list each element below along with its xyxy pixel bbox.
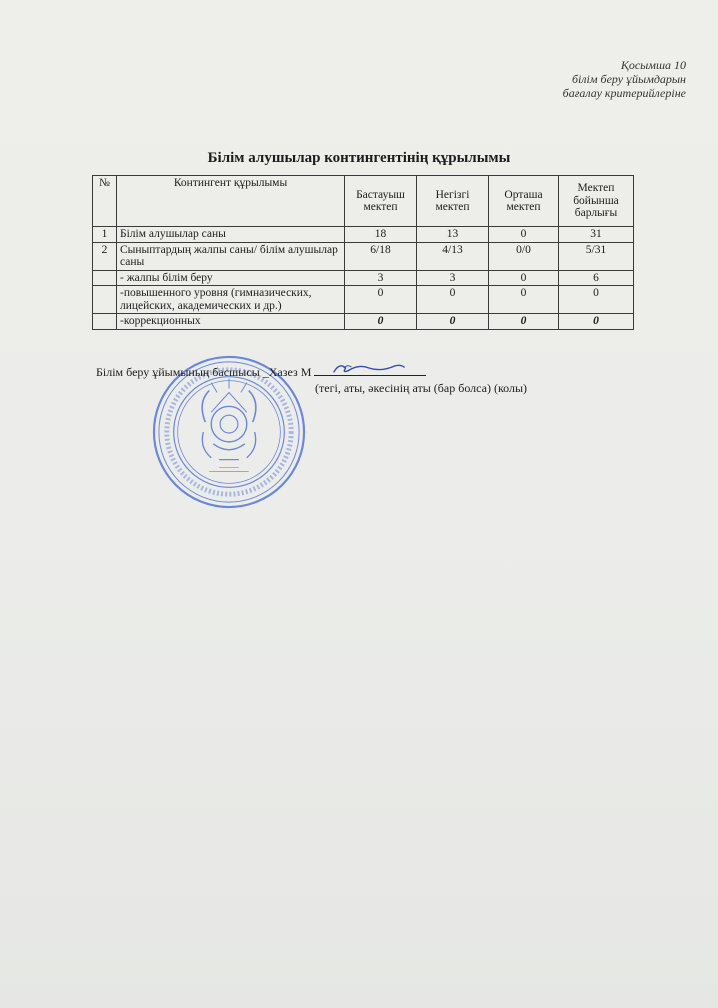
table-row — [93, 270, 634, 286]
annex-note — [563, 58, 686, 100]
row-primary: 3 — [345, 270, 417, 286]
annex-line-2: білім беру ұйымдарын — [571, 72, 686, 86]
header-secondary-school: Орташа мектеп — [489, 176, 559, 227]
row-basic: 3 — [417, 270, 489, 286]
row-total: 31 — [559, 227, 634, 243]
row-total: 0 — [559, 314, 634, 330]
header-number: № — [93, 176, 117, 227]
signature-label: Білім беру ұйымының басшысы — [96, 365, 260, 379]
row-total: 0 — [559, 286, 634, 314]
row-name: - жалпы білім беру — [117, 270, 345, 286]
contingent-table — [92, 175, 634, 330]
table-header-row — [93, 176, 634, 227]
row-secondary: 0/0 — [489, 242, 559, 270]
signature-name: _Хазез М — [262, 365, 312, 379]
row-name: -повышенного уровня (гимназических, лицейских, академических и др.) — [117, 286, 345, 314]
row-number — [93, 286, 117, 314]
row-name: Білім алушылар саны — [117, 227, 345, 243]
table-row — [93, 227, 634, 243]
row-basic: 0 — [417, 286, 489, 314]
row-primary: 18 — [345, 227, 417, 243]
header-basic-school: Негізгі мектеп — [417, 176, 489, 227]
signature-hint: (тегі, аты, әкесінің аты (бар болса) (колы) — [315, 381, 528, 395]
row-number: 2 — [93, 242, 117, 270]
row-secondary: 0 — [489, 314, 559, 330]
row-name: Сыныптардың жалпы саны/ білім алушылар саны — [117, 242, 345, 270]
header-contingent: Контингент құрылымы — [117, 176, 345, 227]
row-number — [93, 314, 117, 330]
row-total: 6 — [559, 270, 634, 286]
row-basic: 4/13 — [417, 242, 489, 270]
row-name: -коррекционных — [117, 314, 345, 330]
table-row — [93, 242, 634, 270]
row-secondary: 0 — [489, 227, 559, 243]
table-row — [93, 286, 634, 314]
row-primary: 0 — [345, 314, 417, 330]
signature-line — [96, 365, 426, 380]
row-secondary: 0 — [489, 286, 559, 314]
header-school-total: Мектеп бойынша барлығы — [559, 176, 634, 227]
table-row — [93, 314, 634, 330]
signature-blank — [314, 365, 426, 376]
annex-line-1: Қосымша 10 — [620, 58, 686, 72]
row-basic: 0 — [417, 314, 489, 330]
row-number — [93, 270, 117, 286]
document-title: Білім алушылар контингентінің құрылымы — [207, 150, 511, 166]
row-total: 5/31 — [559, 242, 634, 270]
row-primary: 6/18 — [345, 242, 417, 270]
row-number: 1 — [93, 227, 117, 243]
annex-line-3: бағалау критерийлеріне — [562, 86, 686, 100]
header-primary-school: Бастауыш мектеп — [345, 176, 417, 227]
row-secondary: 0 — [489, 270, 559, 286]
row-basic: 13 — [417, 227, 489, 243]
row-primary: 0 — [345, 286, 417, 314]
